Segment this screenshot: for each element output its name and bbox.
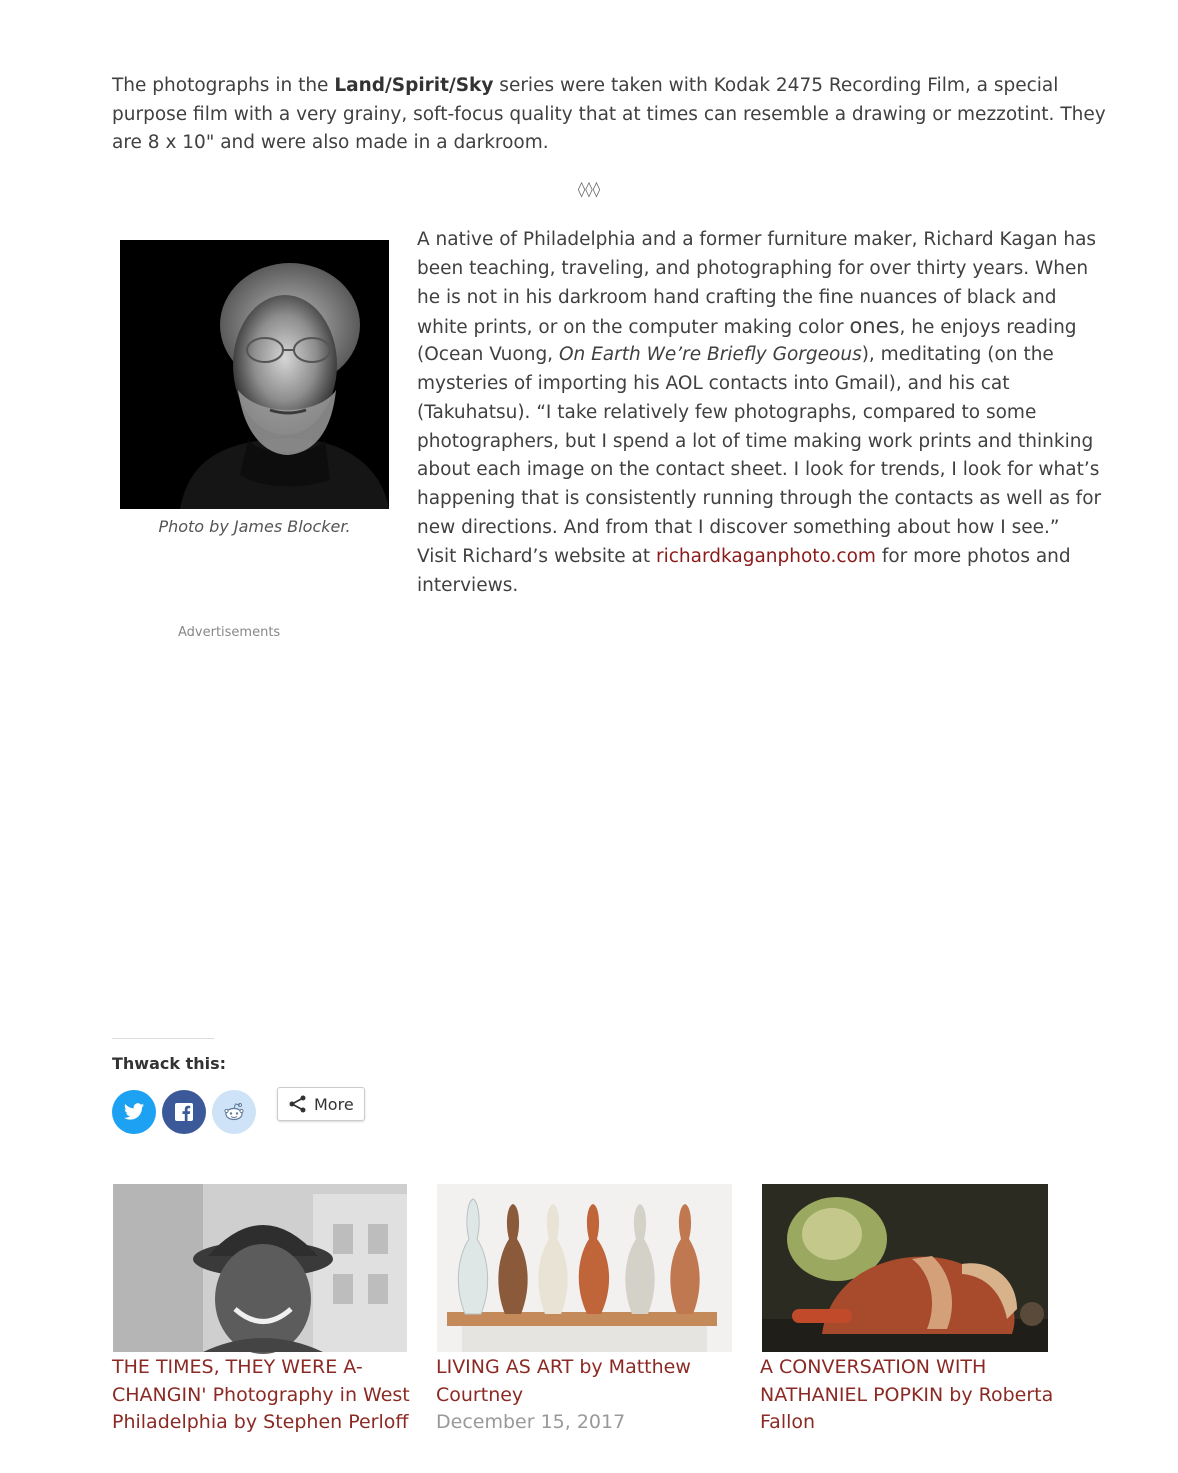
portrait-image [120,240,389,509]
bio-line: new directions. And from that I discover something about how I see.” [417,516,1060,538]
related-thumbnail[interactable] [113,1184,407,1352]
bio-line: (Takuhatsu). “I take relatively few photographs, compared to some [417,401,1037,423]
bio-line: been teaching, traveling, and photographing for over thirty years. When [417,257,1089,279]
related-post-title[interactable]: A CONVERSATION WITH [760,1356,987,1378]
bio-line: Visit Richard’s website at richardkaganphoto.com for more photos and [417,545,1071,567]
facebook-icon [174,1102,194,1122]
related-post-title[interactable]: Fallon [760,1411,816,1433]
related-post-1[interactable] [112,1354,412,1437]
related-post-2[interactable] [436,1354,736,1437]
related-post-title[interactable]: LIVING AS ART by Matthew [436,1356,691,1378]
related-image-bowling-pins [437,1184,732,1352]
intro-paragraph [112,72,1106,158]
related-post-title[interactable]: NATHANIEL POPKIN by Roberta [760,1383,1054,1406]
reddit-icon [222,1100,246,1124]
photo-caption: Photo by James Blocker. [158,517,351,536]
bio-line: (Ocean Vuong, On Earth We’re Briefly Gorgeous), meditating (on the [417,344,1054,366]
intro-line-1: The photographs in the Land/Spirit/Sky series were taken with Kodak 2475 Recording Film, a special [112,75,1059,96]
bio-line: about each image on the contact sheet. I look for trends, I look for what’s [417,459,1100,481]
related-thumbnail[interactable] [437,1184,732,1352]
related-post-title[interactable]: Courtney [436,1383,524,1406]
bio-line: A native of Philadelphia and a former furniture maker, Richard Kagan has [417,229,1097,250]
related-post-title[interactable]: THE TIMES, THEY WERE A- [112,1356,363,1378]
share-twitter-button[interactable] [112,1090,156,1134]
share-more-button[interactable] [277,1087,365,1121]
related-post-title[interactable]: Philadelphia by Stephen Perloff [112,1411,409,1433]
bio-line: he is not in his darkroom hand crafting the fine nuances of black and [417,286,1057,308]
website-link[interactable]: richardkaganphoto.com [655,545,876,567]
portrait-photo [120,240,389,509]
bio-line: mysteries of importing his AOL contacts into Gmail), and his cat [417,372,1010,394]
intro-line-2: purpose film with a very grainy, soft-focus quality that at times can resemble a drawing or mezzotint. They [112,103,1106,125]
series-title: Land/Spirit/Sky [334,75,494,96]
book-title: On Earth We’re Briefly Gorgeous [558,344,862,366]
share-icon [288,1095,308,1113]
advertisements-label: Advertisements [178,625,281,640]
share-reddit-button[interactable] [212,1090,256,1134]
related-post-date: December 15, 2017 [436,1411,626,1433]
bio-line: happening that is consistently running through the contacts as well as for [417,488,1102,510]
twitter-icon [123,1101,145,1123]
related-image-still-life [762,1184,1048,1352]
more-label: More [314,1094,354,1114]
bio-line: interviews. [417,574,519,596]
related-image-boy [113,1184,407,1352]
share-title: Thwack this: [112,1054,227,1073]
share-facebook-button[interactable] [162,1090,206,1134]
bio-line: photographers, but I spend a lot of time making work prints and thinking [417,430,1094,452]
bio-line: white prints, or on the computer making color ones, he enjoys reading [417,314,1077,339]
related-thumbnail[interactable] [762,1184,1048,1352]
intro-line-3: are 8 x 10" and were also made in a darkroom. [112,132,549,153]
related-post-title[interactable]: CHANGIN' Photography in West [112,1383,410,1406]
section-divider: ◊◊◊ [577,180,601,198]
related-post-3[interactable] [760,1354,1060,1437]
bio-paragraph [417,226,1102,600]
share-divider [112,1038,214,1039]
